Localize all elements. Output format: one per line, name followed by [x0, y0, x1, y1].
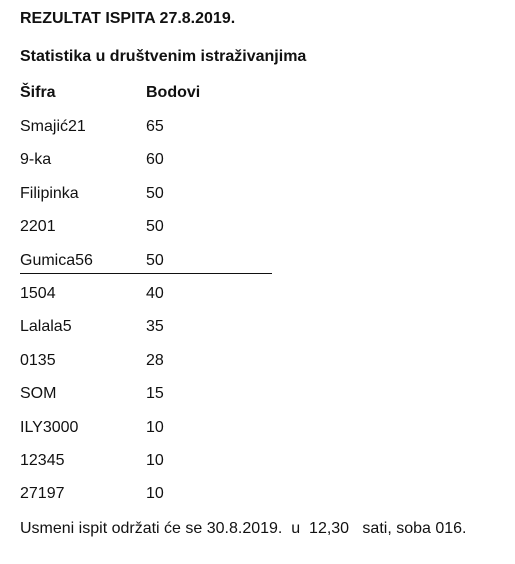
table-row [20, 118, 320, 151]
table-row [20, 419, 320, 452]
table-row [20, 485, 320, 518]
oral-exam-notice: Usmeni ispit održati će se 30.8.2019. u 12,30 sati, soba 016. [20, 520, 467, 537]
results-list [20, 118, 320, 519]
course-subtitle: Statistika u društvenim istraživanjima [20, 48, 307, 65]
table-row [20, 151, 320, 184]
table-row [20, 385, 320, 418]
row-code: 0135 [20, 351, 56, 369]
header-points: Bodovi [146, 84, 201, 101]
table-row [20, 318, 320, 351]
row-code: Gumica56 [20, 251, 93, 269]
row-points: 35 [146, 318, 164, 336]
row-code: SOM [20, 385, 57, 403]
row-code: 27197 [20, 485, 65, 503]
table-row [20, 452, 320, 485]
row-code: 1504 [20, 284, 56, 302]
document-title: REZULTAT ISPITA 27.8.2019. [20, 10, 236, 27]
pass-cutoff-line [20, 273, 272, 274]
table-row [20, 285, 320, 318]
row-points: 65 [146, 118, 164, 135]
row-points: 40 [146, 284, 164, 302]
row-points: 60 [146, 151, 164, 169]
table-row [20, 352, 320, 385]
row-points: 28 [146, 351, 164, 369]
row-points: 10 [146, 485, 164, 503]
row-points: 15 [146, 385, 164, 403]
table-row [20, 252, 320, 285]
row-code: Lalala5 [20, 318, 72, 336]
row-points: 50 [146, 218, 164, 236]
table-row [20, 218, 320, 251]
row-points: 10 [146, 418, 164, 436]
table-header [20, 84, 320, 106]
row-points: 10 [146, 451, 164, 469]
row-points: 50 [146, 251, 164, 269]
header-code: Šifra [20, 84, 56, 101]
row-points: 50 [146, 184, 164, 202]
row-code: Smajić21 [20, 118, 86, 135]
row-code: Filipinka [20, 184, 79, 202]
row-code: 2201 [20, 218, 56, 236]
row-code: 9-ka [20, 151, 52, 169]
row-code: 12345 [20, 451, 65, 469]
row-code: ILY3000 [20, 418, 79, 436]
table-row [20, 185, 320, 218]
